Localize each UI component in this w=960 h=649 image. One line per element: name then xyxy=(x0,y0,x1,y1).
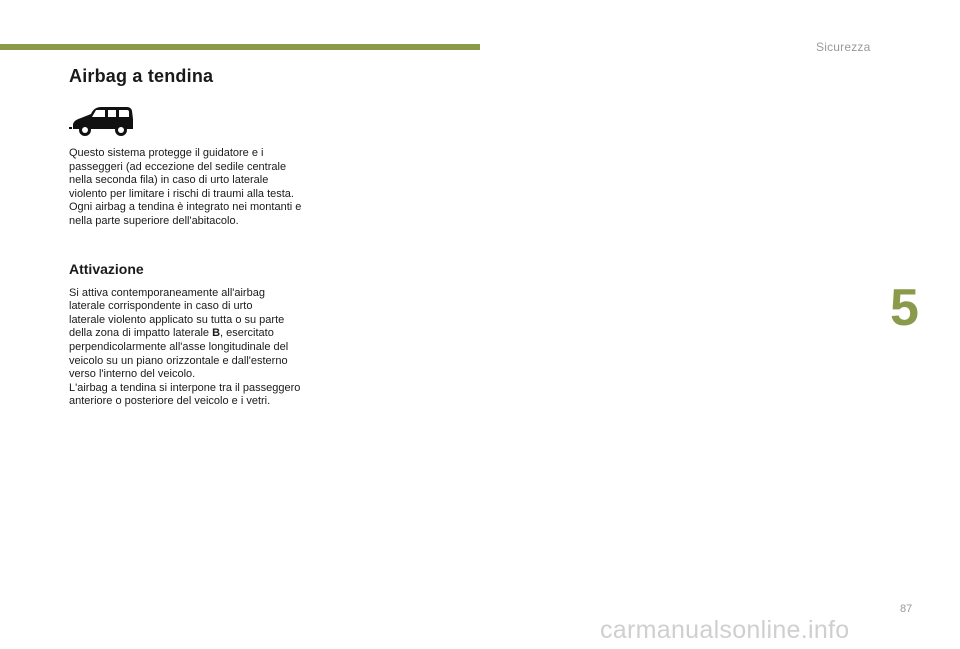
car-side-icon xyxy=(69,105,135,137)
zone-label: B xyxy=(212,327,221,340)
text-line: anteriore o posteriore del veicolo e i vetri. xyxy=(69,395,271,408)
text-line: perpendicolarmente all'asse longitudinale del xyxy=(69,340,289,353)
page-title: Airbag a tendina xyxy=(69,66,214,86)
text-line: Questo sistema protegge il guidatore e i xyxy=(69,147,264,159)
text-line: violento per limitare i rischi di traumi alla testa. xyxy=(69,187,294,200)
text-line-suffix: , esercitato xyxy=(220,327,274,340)
text-line-prefix: della zona di impatto laterale xyxy=(69,327,213,340)
header-accent-bar xyxy=(0,44,480,50)
text-line: nella seconda fila) in caso di urto laterale xyxy=(69,174,269,187)
text-line: laterale corrispondente in caso di urto xyxy=(69,300,253,313)
text-line: Ogni airbag a tendina è integrato nei montanti e xyxy=(69,201,302,214)
text-line: veicolo su un piano orizzontale e dall'esterno xyxy=(69,354,288,367)
page-number: 87 xyxy=(900,603,913,615)
text-line: nella parte superiore dell'abitacolo. xyxy=(69,214,239,227)
text-line: L'airbag a tendina si interpone tra il passeggero xyxy=(69,381,301,394)
text-line: laterale violento applicato su tutta o su parte xyxy=(69,313,285,326)
text-line: Si attiva contemporaneamente all'airbag xyxy=(69,286,265,299)
intro-paragraph xyxy=(69,147,334,229)
watermark: carmanualsonline.info xyxy=(600,616,850,644)
article xyxy=(69,66,334,409)
activation-heading: Attivazione xyxy=(69,260,144,277)
text-line: passeggeri (ad eccezione del sedile centrale xyxy=(69,160,287,173)
activation-paragraph xyxy=(69,287,334,409)
text-line: verso l'interno del veicolo. xyxy=(69,368,196,381)
chapter-number: 5 xyxy=(890,279,919,337)
section-name: Sicurezza xyxy=(816,40,871,54)
